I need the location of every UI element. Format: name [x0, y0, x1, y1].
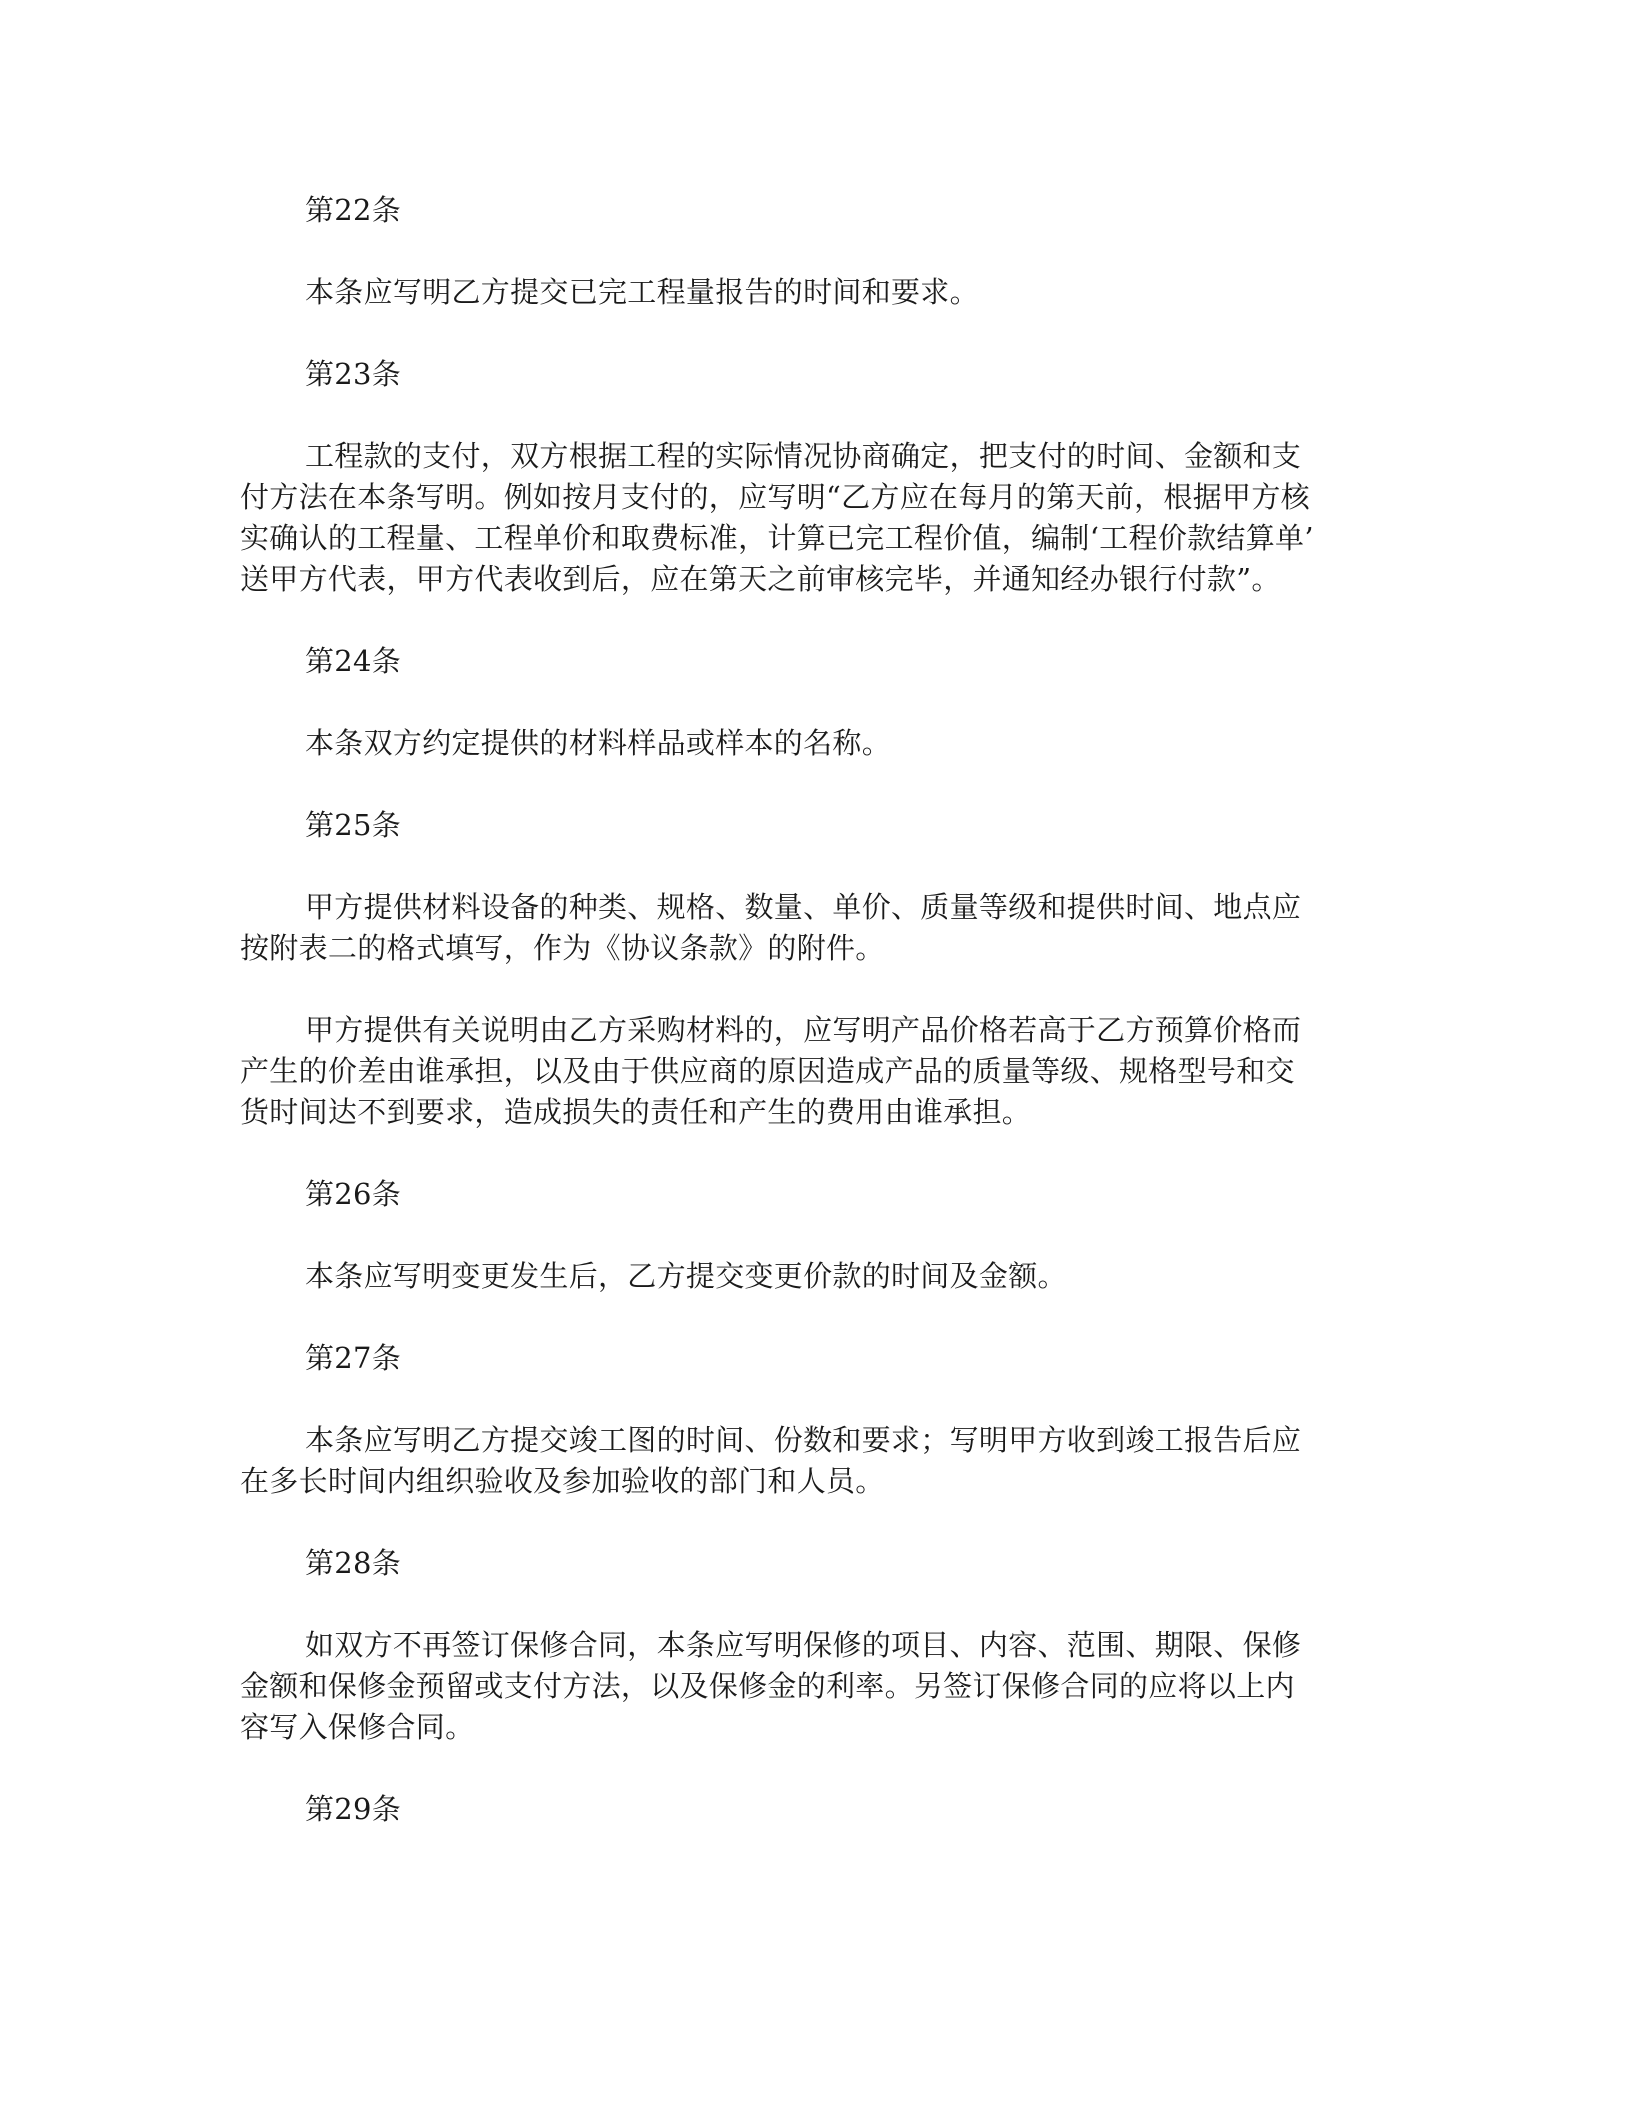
article-heading: 第22条: [305, 193, 402, 227]
article-heading: 第24条: [305, 644, 402, 678]
paragraph-line: 付方法在本条写明。例如按月支付的，应写明“乙方应在每月的第天前，根据甲方核: [240, 480, 1310, 514]
article-heading: 第29条: [305, 1792, 402, 1826]
paragraph-line: 本条应写明变更发生后，乙方提交变更价款的时间及金额。: [305, 1259, 1067, 1293]
paragraph-line: 实确认的工程量、工程单价和取费标准，计算已完工程价值，编制‘工程价款结算单’: [240, 521, 1314, 555]
paragraph-line: 金额和保修金预留或支付方法，以及保修金的利率。另签订保修合同的应将以上内: [240, 1669, 1295, 1703]
paragraph-line: 甲方提供材料设备的种类、规格、数量、单价、质量等级和提供时间、地点应: [305, 890, 1302, 924]
paragraph-line: 货时间达不到要求，造成损失的责任和产生的费用由谁承担。: [240, 1095, 1032, 1129]
paragraph-line: 工程款的支付，双方根据工程的实际情况协商确定，把支付的时间、金额和支: [305, 439, 1302, 473]
paragraph-line: 产生的价差由谁承担，以及由于供应商的原因造成产品的质量等级、规格型号和交: [240, 1054, 1295, 1088]
article-heading: 第28条: [305, 1546, 402, 1580]
article-heading: 第25条: [305, 808, 402, 842]
paragraph-line: 本条双方约定提供的材料样品或样本的名称。: [305, 726, 892, 760]
paragraph-line: 本条应写明乙方提交已完工程量报告的时间和要求。: [305, 275, 979, 309]
paragraph-line: 甲方提供有关说明由乙方采购材料的，应写明产品价格若高于乙方预算价格而: [305, 1013, 1302, 1047]
paragraph-line: 在多长时间内组织验收及参加验收的部门和人员。: [240, 1464, 885, 1498]
paragraph-line: 如双方不再签订保修合同，本条应写明保修的项目、内容、范围、期限、保修: [305, 1628, 1302, 1662]
paragraph-line: 本条应写明乙方提交竣工图的时间、份数和要求；写明甲方收到竣工报告后应: [305, 1423, 1302, 1457]
article-heading: 第23条: [305, 357, 402, 391]
paragraph-line: 送甲方代表，甲方代表收到后，应在第天之前审核完毕，并通知经办银行付款”。: [240, 562, 1281, 596]
article-heading: 第26条: [305, 1177, 402, 1211]
article-heading: 第27条: [305, 1341, 402, 1375]
paragraph-line: 按附表二的格式填写，作为《协议条款》的附件。: [240, 931, 885, 965]
paragraph-line: 容写入保修合同。: [240, 1710, 475, 1744]
